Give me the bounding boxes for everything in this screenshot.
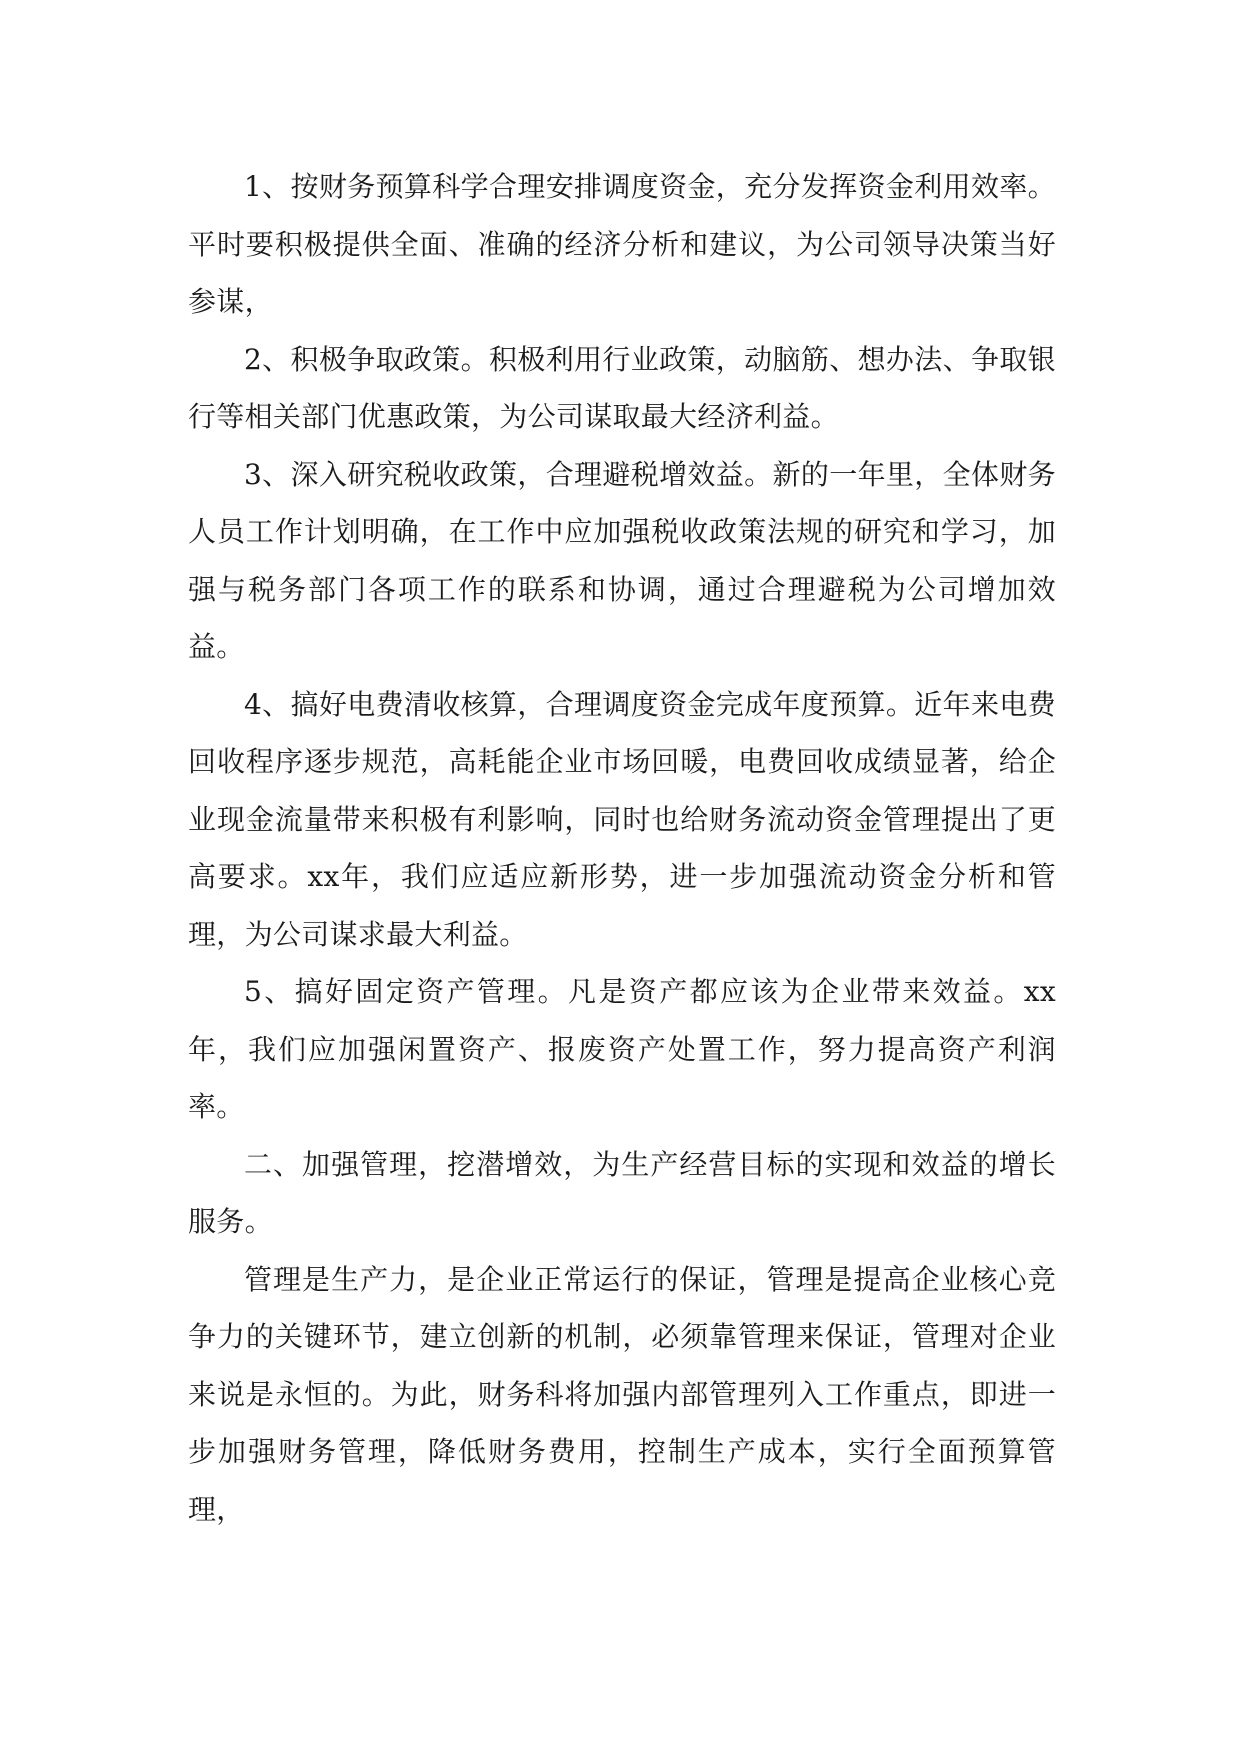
paragraph-7: 管理是生产力，是企业正常运行的保证，管理是提高企业核心竞争力的关键环节，建立创新的机制，必须靠管理来保证，管理对企业来说是永恒的。为此，财务科将加强内部管理列入工作重点，即进一步加强财务管理，降低财务费用，控制生产成本，实行全面预算管理， bbox=[188, 1262, 1056, 1526]
document-body bbox=[188, 158, 1056, 1538]
paragraph-1: 1、按财务预算科学合理安排调度资金，充分发挥资金利用效率。平时要积极提供全面、准确的经济分析和建议，为公司领导决策当好参谋， bbox=[188, 170, 1056, 318]
section-heading-2: 二、加强管理，挖潜增效，为生产经营目标的实现和效益的增长服务。 bbox=[188, 1147, 1056, 1238]
paragraph-3: 3、深入研究税收政策，合理避税增效益。新的一年里，全体财务人员工作计划明确，在工作中应加强税收政策法规的研究和学习，加强与税务部门各项工作的联系和协调，通过合理避税为公司增加效益。 bbox=[188, 457, 1056, 663]
paragraph-4: 4、搞好电费清收核算，合理调度资金完成年度预算。近年来电费回收程序逐步规范，高耗能企业市场回暖，电费回收成绩显著，给企业现金流量带来积极有利影响，同时也给财务流动资金管理提出了更高要求。xx年，我们应适应新形势，进一步加强流动资金分析和管理，为公司谋求最大利益。 bbox=[188, 687, 1056, 951]
paragraph-2: 2、积极争取政策。积极利用行业政策，动脑筋、想办法、争取银行等相关部门优惠政策，为公司谋取最大经济利益。 bbox=[188, 342, 1056, 433]
paragraph-5: 5、搞好固定资产管理。凡是资产都应该为企业带来效益。xx年，我们应加强闲置资产、报废资产处置工作，努力提高资产利润率。 bbox=[188, 975, 1056, 1123]
